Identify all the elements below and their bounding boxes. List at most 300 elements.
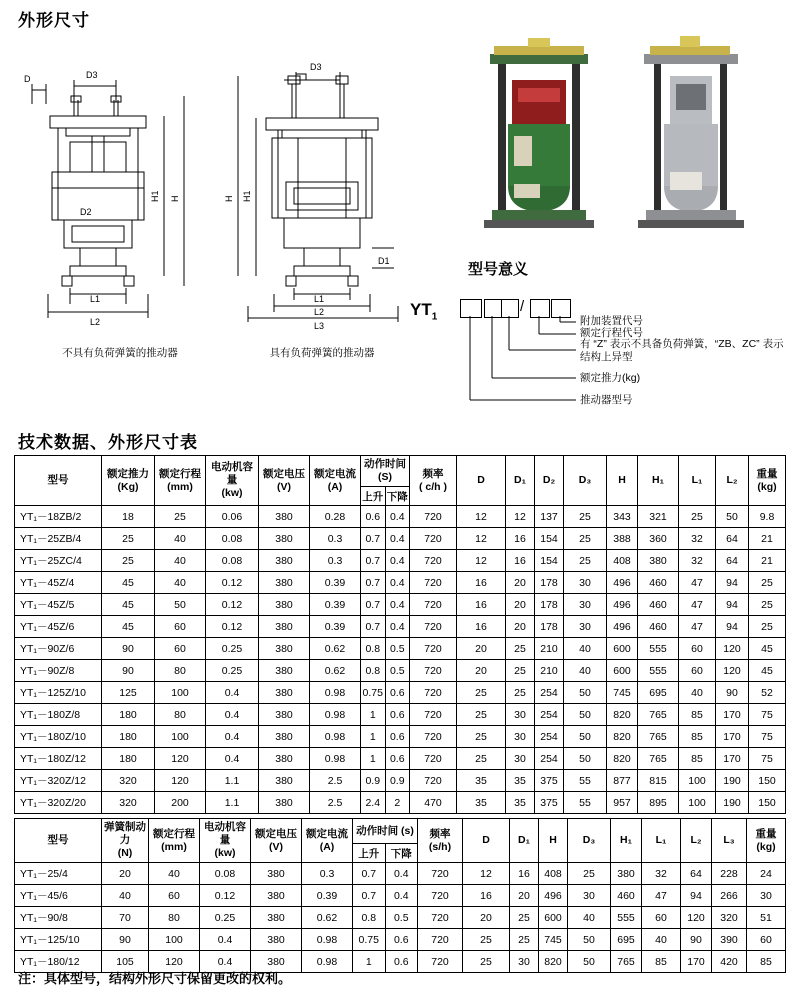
cell-value: 60 xyxy=(155,616,206,638)
cell-value: 321 xyxy=(638,506,679,528)
cell-model: YT₁－180Z/10 xyxy=(15,726,102,748)
cell-value: 0.5 xyxy=(385,638,410,660)
cell-value: 30 xyxy=(506,748,535,770)
cell-model: YT₁－180Z/8 xyxy=(15,704,102,726)
cell-value: 35 xyxy=(457,770,506,792)
cell-value: 1 xyxy=(361,726,386,748)
cell-value: 32 xyxy=(679,550,716,572)
outline-dimensions-title: 外形尺寸 xyxy=(18,11,90,30)
cell-model: YT₁－125Z/10 xyxy=(15,682,102,704)
col-header: D xyxy=(457,456,506,506)
cell-value: 0.98 xyxy=(310,748,361,770)
col-header: L₃ xyxy=(712,819,747,863)
cell-value: 0.6 xyxy=(385,682,410,704)
cell-value: 254 xyxy=(535,682,564,704)
cell-value: 64 xyxy=(716,528,749,550)
svg-text:L1: L1 xyxy=(314,294,325,304)
cell-value: 0.25 xyxy=(206,638,259,660)
cell-value: 420 xyxy=(712,951,747,973)
col-header: 额定行程 (mm) xyxy=(155,456,206,506)
cell-value: 0.8 xyxy=(361,660,386,682)
col-header: 额定推力 (Kg) xyxy=(102,456,155,506)
cell-value: 266 xyxy=(712,885,747,907)
cell-value: 555 xyxy=(638,660,679,682)
cell-value: 40 xyxy=(155,528,206,550)
model-slash: / xyxy=(520,298,525,315)
cell-value: 50 xyxy=(155,594,206,616)
cell-value: 0.98 xyxy=(310,682,361,704)
cell-value: 12 xyxy=(457,506,506,528)
cell-value: 0.3 xyxy=(310,528,361,550)
cell-value: 30 xyxy=(506,726,535,748)
cell-value: 720 xyxy=(410,528,457,550)
cell-value: 408 xyxy=(539,863,568,885)
table-row xyxy=(15,682,786,704)
spec-table-with-spring xyxy=(14,818,786,973)
cell-value: 60 xyxy=(149,885,200,907)
cell-value: 2 xyxy=(385,792,410,814)
cell-value: 820 xyxy=(607,704,638,726)
svg-text:D3: D3 xyxy=(310,62,322,72)
svg-text:H1: H1 xyxy=(150,190,160,202)
svg-text:H: H xyxy=(170,195,180,202)
cell-value: 90 xyxy=(681,929,712,951)
technical-drawings xyxy=(10,32,440,359)
cell-value: 0.7 xyxy=(361,594,386,616)
table-row xyxy=(15,572,786,594)
cell-value: 254 xyxy=(535,748,564,770)
cell-value: 720 xyxy=(410,682,457,704)
cell-value: 85 xyxy=(679,726,716,748)
cell-value: 0.4 xyxy=(206,704,259,726)
cell-value: 765 xyxy=(638,704,679,726)
col-subheader: 上升 xyxy=(361,487,386,506)
cell-model: YT₁－90/8 xyxy=(15,907,102,929)
cell-value: 154 xyxy=(535,528,564,550)
cell-value: 0.5 xyxy=(385,907,418,929)
cell-value: 375 xyxy=(535,770,564,792)
col-header: 重量 (kg) xyxy=(747,819,786,863)
cell-value: 720 xyxy=(410,638,457,660)
model-prefix-sub: 1 xyxy=(431,311,438,323)
cell-value: 30 xyxy=(564,594,607,616)
cell-value: 47 xyxy=(679,616,716,638)
model-prefix: $YT_1$ xyxy=(410,300,438,323)
cell-value: 20 xyxy=(457,660,506,682)
col-header: 额定电流 (A) xyxy=(302,819,353,863)
cell-value: 0.98 xyxy=(310,726,361,748)
cell-value: 20 xyxy=(506,616,535,638)
cell-model: YT₁－90Z/8 xyxy=(15,660,102,682)
cell-value: 343 xyxy=(607,506,638,528)
cell-value: 25 xyxy=(749,594,786,616)
cell-value: 40 xyxy=(568,907,611,929)
cell-value: 137 xyxy=(535,506,564,528)
cell-value: 0.39 xyxy=(302,885,353,907)
col-header: 额定电压 (V) xyxy=(259,456,310,506)
cell-value: 47 xyxy=(642,885,681,907)
cell-value: 25 xyxy=(506,682,535,704)
drawing-with-spring xyxy=(222,32,434,331)
cell-value: 30 xyxy=(506,704,535,726)
model-meaning-diagram xyxy=(404,288,794,418)
cell-value: 0.9 xyxy=(361,770,386,792)
cell-value: 0.4 xyxy=(385,506,410,528)
cell-value: 820 xyxy=(607,726,638,748)
cell-value: 0.6 xyxy=(361,506,386,528)
cell-value: 154 xyxy=(535,550,564,572)
cell-value: 720 xyxy=(418,951,463,973)
cell-value: 25 xyxy=(463,929,510,951)
cell-value: 85 xyxy=(679,748,716,770)
svg-text:H: H xyxy=(224,195,234,202)
cell-value: 320 xyxy=(712,907,747,929)
cell-value: 380 xyxy=(259,726,310,748)
cell-value: 170 xyxy=(681,951,712,973)
table-row xyxy=(15,638,786,660)
cell-value: 720 xyxy=(410,660,457,682)
cell-value: 190 xyxy=(716,792,749,814)
cell-value: 765 xyxy=(638,726,679,748)
table-row xyxy=(15,726,786,748)
cell-value: 380 xyxy=(259,528,310,550)
cell-value: 120 xyxy=(716,660,749,682)
table-row xyxy=(15,792,786,814)
cell-value: 25 xyxy=(749,572,786,594)
cell-value: 100 xyxy=(155,726,206,748)
cell-value: 80 xyxy=(155,660,206,682)
cell-value: 9.8 xyxy=(749,506,786,528)
cell-value: 765 xyxy=(611,951,642,973)
cell-value: 0.75 xyxy=(361,682,386,704)
cell-value: 745 xyxy=(539,929,568,951)
table-row xyxy=(15,660,786,682)
cell-value: 18 xyxy=(102,506,155,528)
cell-value: 0.98 xyxy=(302,951,353,973)
cell-value: 50 xyxy=(568,951,611,973)
cell-value: 75 xyxy=(749,726,786,748)
col-header: D₃ xyxy=(568,819,611,863)
cell-value: 12 xyxy=(506,506,535,528)
cell-value: 45 xyxy=(102,594,155,616)
cell-value: 40 xyxy=(564,638,607,660)
cell-value: 820 xyxy=(607,748,638,770)
cell-value: 2.5 xyxy=(310,792,361,814)
cell-value: 815 xyxy=(638,770,679,792)
cell-value: 720 xyxy=(410,594,457,616)
cell-value: 25 xyxy=(102,550,155,572)
col-subheader: 下降 xyxy=(385,487,410,506)
table-row xyxy=(15,885,786,907)
cell-value: 100 xyxy=(679,770,716,792)
cell-value: 0.12 xyxy=(206,616,259,638)
cell-value: 60 xyxy=(155,638,206,660)
cell-value: 745 xyxy=(607,682,638,704)
cell-value: 720 xyxy=(418,863,463,885)
cell-value: 25 xyxy=(749,616,786,638)
cell-value: 50 xyxy=(564,682,607,704)
cell-value: 0.5 xyxy=(385,660,410,682)
cell-value: 877 xyxy=(607,770,638,792)
footer-note: 注：具体型号，结构外形尺寸保留更改的权利。 xyxy=(18,971,292,986)
cell-value: 60 xyxy=(679,660,716,682)
cell-value: 0.08 xyxy=(200,863,251,885)
cell-value: 21 xyxy=(749,528,786,550)
cell-value: 0.12 xyxy=(206,594,259,616)
cell-value: 105 xyxy=(102,951,149,973)
cell-value: 150 xyxy=(749,770,786,792)
cell-value: 12 xyxy=(463,863,510,885)
table1-body xyxy=(15,456,786,814)
cell-value: 20 xyxy=(457,638,506,660)
cell-value: 210 xyxy=(535,638,564,660)
cell-value: 94 xyxy=(716,594,749,616)
cell-value: 555 xyxy=(638,638,679,660)
cell-value: 0.12 xyxy=(206,572,259,594)
cell-value: 496 xyxy=(539,885,568,907)
col-header: L₁ xyxy=(642,819,681,863)
cell-value: 360 xyxy=(638,528,679,550)
cell-value: 70 xyxy=(102,907,149,929)
cell-value: 555 xyxy=(611,907,642,929)
table-row xyxy=(15,506,786,528)
cell-value: 0.28 xyxy=(310,506,361,528)
cell-value: 0.3 xyxy=(310,550,361,572)
cell-value: 50 xyxy=(568,929,611,951)
cell-value: 90 xyxy=(716,682,749,704)
model-meaning-title: 型号意义 xyxy=(468,261,529,278)
cell-value: 25 xyxy=(679,506,716,528)
cell-value: 0.08 xyxy=(206,528,259,550)
col-header: 弹簧制动力 (N) xyxy=(102,819,149,863)
cell-value: 0.6 xyxy=(385,748,410,770)
cell-value: 178 xyxy=(535,572,564,594)
col-header: L₁ xyxy=(679,456,716,506)
cell-value: 460 xyxy=(611,885,642,907)
table-row xyxy=(15,616,786,638)
col-header: H₁ xyxy=(638,456,679,506)
cell-value: 150 xyxy=(749,792,786,814)
cell-value: 25 xyxy=(457,682,506,704)
cell-value: 55 xyxy=(564,770,607,792)
table-row xyxy=(15,863,786,885)
cell-value: 20 xyxy=(463,907,510,929)
cell-value: 0.7 xyxy=(361,528,386,550)
col-header: 额定行程 (mm) xyxy=(149,819,200,863)
cell-value: 460 xyxy=(638,572,679,594)
cell-value: 200 xyxy=(155,792,206,814)
cell-value: 460 xyxy=(638,594,679,616)
col-header: D₂ xyxy=(535,456,564,506)
cell-value: 0.08 xyxy=(206,550,259,572)
cell-value: 25 xyxy=(564,506,607,528)
cell-value: 30 xyxy=(564,572,607,594)
cell-value: 100 xyxy=(679,792,716,814)
cell-model: YT₁－45/6 xyxy=(15,885,102,907)
drawing-caption-right: 具有负荷弹簧的推动器 xyxy=(269,347,375,359)
cell-value: 720 xyxy=(410,572,457,594)
cell-value: 40 xyxy=(155,572,206,594)
cell-value: 90 xyxy=(102,929,149,951)
cell-value: 0.12 xyxy=(200,885,251,907)
cell-value: 25 xyxy=(510,907,539,929)
cell-value: 0.7 xyxy=(353,885,386,907)
cell-value: 720 xyxy=(418,907,463,929)
cell-value: 380 xyxy=(259,704,310,726)
cell-value: 470 xyxy=(410,792,457,814)
cell-value: 170 xyxy=(716,726,749,748)
cell-value: 45 xyxy=(102,616,155,638)
cell-value: 35 xyxy=(457,792,506,814)
cell-value: 0.7 xyxy=(353,863,386,885)
cell-value: 52 xyxy=(749,682,786,704)
cell-value: 40 xyxy=(155,550,206,572)
cell-value: 16 xyxy=(463,885,510,907)
col-header: 频率 ( c/h ) xyxy=(410,456,457,506)
col-subheader: 上升 xyxy=(353,844,386,863)
cell-value: 20 xyxy=(506,572,535,594)
cell-value: 55 xyxy=(564,792,607,814)
cell-value: 47 xyxy=(679,594,716,616)
cell-value: 0.7 xyxy=(361,616,386,638)
cell-value: 0.75 xyxy=(353,929,386,951)
cell-value: 25 xyxy=(457,726,506,748)
table-row xyxy=(15,704,786,726)
product-photo-grey xyxy=(620,24,760,236)
cell-value: 720 xyxy=(410,506,457,528)
col-header: 重量 (kg) xyxy=(749,456,786,506)
cell-value: 51 xyxy=(747,907,786,929)
drawing-without-spring xyxy=(18,32,218,327)
col-header: 动作时间(S) xyxy=(361,456,410,487)
cell-value: 380 xyxy=(259,572,310,594)
table-row xyxy=(15,770,786,792)
cell-value: 120 xyxy=(155,770,206,792)
cell-value: 720 xyxy=(410,748,457,770)
cell-value: 380 xyxy=(259,748,310,770)
cell-value: 0.98 xyxy=(310,704,361,726)
table-row xyxy=(15,748,786,770)
cell-value: 0.4 xyxy=(385,863,418,885)
cell-value: 12 xyxy=(457,550,506,572)
cell-value: 100 xyxy=(155,682,206,704)
cell-value: 600 xyxy=(607,638,638,660)
table-row xyxy=(15,907,786,929)
cell-value: 80 xyxy=(155,704,206,726)
cell-value: 120 xyxy=(716,638,749,660)
model-note-3: 有 “Z” 表示不具备负荷弹簧，“ZB、ZC” 表示结构上异型 xyxy=(580,338,784,363)
cell-value: 16 xyxy=(457,616,506,638)
cell-model: YT₁－180/12 xyxy=(15,951,102,973)
svg-text:D1: D1 xyxy=(378,256,390,266)
cell-value: 45 xyxy=(749,660,786,682)
cell-value: 0.4 xyxy=(206,682,259,704)
cell-model: YT₁－125/10 xyxy=(15,929,102,951)
cell-value: 720 xyxy=(418,929,463,951)
cell-value: 0.3 xyxy=(302,863,353,885)
cell-value: 30 xyxy=(510,951,539,973)
cell-value: 25 xyxy=(155,506,206,528)
cell-value: 1 xyxy=(361,748,386,770)
cell-value: 957 xyxy=(607,792,638,814)
table2-body xyxy=(15,819,786,973)
cell-value: 0.62 xyxy=(310,660,361,682)
cell-value: 94 xyxy=(716,572,749,594)
cell-model: YT₁－25/4 xyxy=(15,863,102,885)
cell-value: 90 xyxy=(102,660,155,682)
col-header: 型号 xyxy=(15,819,102,863)
col-header: D₁ xyxy=(506,456,535,506)
cell-value: 695 xyxy=(611,929,642,951)
cell-value: 100 xyxy=(149,929,200,951)
cell-value: 190 xyxy=(716,770,749,792)
col-header: 额定电流 (A) xyxy=(310,456,361,506)
svg-text:D: D xyxy=(24,74,31,84)
cell-value: 380 xyxy=(259,770,310,792)
cell-value: 25 xyxy=(457,704,506,726)
tech-data-title: 技术数据、外形尺寸表 xyxy=(18,433,198,452)
cell-value: 380 xyxy=(251,929,302,951)
cell-value: 45 xyxy=(102,572,155,594)
cell-value: 21 xyxy=(749,550,786,572)
cell-value: 75 xyxy=(749,704,786,726)
cell-value: 600 xyxy=(607,660,638,682)
model-note-4: 额定推力(kg) xyxy=(580,372,641,384)
cell-value: 380 xyxy=(251,951,302,973)
cell-value: 64 xyxy=(681,863,712,885)
cell-model: YT₁－180Z/12 xyxy=(15,748,102,770)
svg-text:L1: L1 xyxy=(90,294,101,304)
cell-value: 120 xyxy=(681,907,712,929)
cell-value: 12 xyxy=(457,528,506,550)
cell-value: 40 xyxy=(149,863,200,885)
cell-value: 254 xyxy=(535,704,564,726)
table-row xyxy=(15,594,786,616)
cell-value: 388 xyxy=(607,528,638,550)
cell-value: 0.06 xyxy=(206,506,259,528)
cell-value: 0.25 xyxy=(206,660,259,682)
cell-value: 25 xyxy=(564,550,607,572)
cell-value: 24 xyxy=(747,863,786,885)
cell-value: 496 xyxy=(607,616,638,638)
model-note-1: 附加装置代号 xyxy=(580,315,643,327)
cell-value: 380 xyxy=(259,792,310,814)
cell-value: 60 xyxy=(642,907,681,929)
cell-value: 25 xyxy=(506,660,535,682)
cell-value: 1 xyxy=(353,951,386,973)
cell-value: 0.4 xyxy=(385,550,410,572)
cell-value: 0.39 xyxy=(310,572,361,594)
col-header: H xyxy=(607,456,638,506)
cell-value: 25 xyxy=(564,528,607,550)
cell-value: 178 xyxy=(535,616,564,638)
svg-text:L2: L2 xyxy=(90,317,101,327)
cell-value: 170 xyxy=(716,748,749,770)
cell-value: 380 xyxy=(259,682,310,704)
table-row xyxy=(15,550,786,572)
cell-value: 25 xyxy=(506,638,535,660)
cell-value: 0.4 xyxy=(385,572,410,594)
cell-value: 40 xyxy=(564,660,607,682)
cell-value: 0.4 xyxy=(385,616,410,638)
cell-value: 85 xyxy=(642,951,681,973)
cell-value: 0.39 xyxy=(310,616,361,638)
cell-value: 0.4 xyxy=(385,594,410,616)
cell-value: 0.6 xyxy=(385,704,410,726)
cell-value: 380 xyxy=(259,594,310,616)
svg-text:D2: D2 xyxy=(80,207,92,217)
cell-value: 85 xyxy=(747,951,786,973)
